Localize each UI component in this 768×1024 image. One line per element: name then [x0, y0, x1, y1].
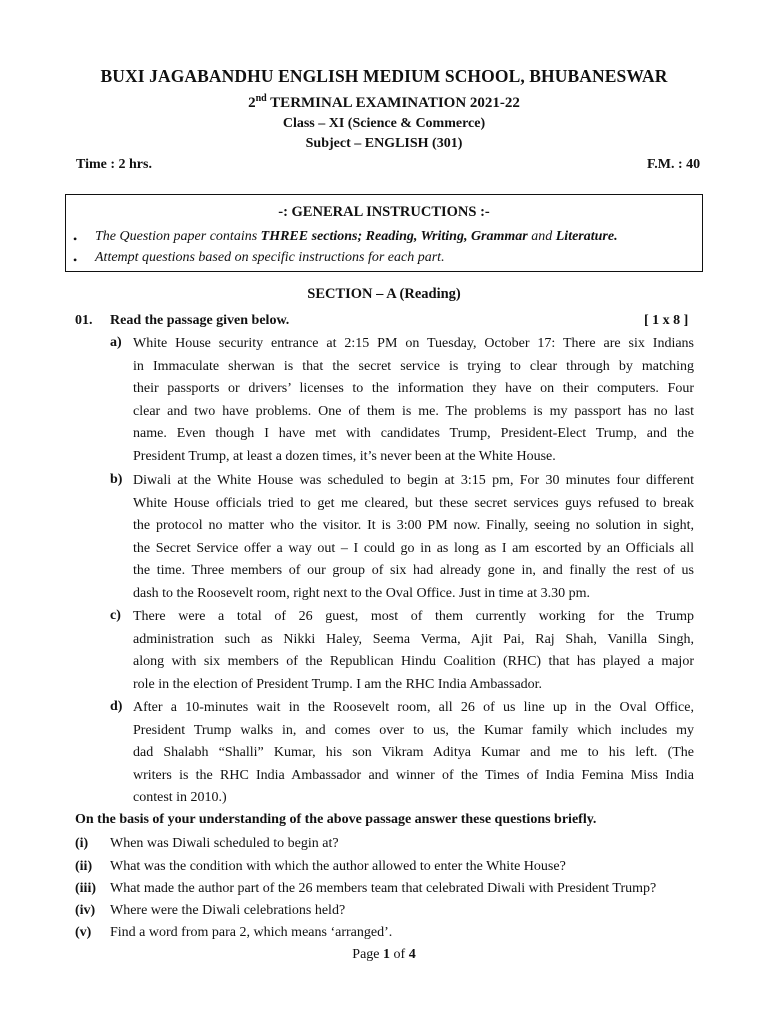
paragraph-a — [133, 333, 694, 469]
question-label: (ii) — [75, 859, 93, 874]
passage-line: President Trump walks in, and comes over to us, the Kumar family which includes my — [133, 722, 694, 738]
full-marks: F.M. : 40 — [647, 157, 701, 172]
paragraph-label-d: d) — [110, 699, 123, 714]
paragraph-c — [133, 606, 694, 696]
instructions-title: -: GENERAL INSTRUCTIONS :- — [278, 204, 490, 220]
question-label: (iv) — [75, 903, 96, 918]
exam-ordinal-suffix: nd — [255, 93, 267, 104]
passage-line: White House security entrance at 2:15 PM on Tuesday, October 17: There are six Indians — [133, 336, 694, 351]
passage-line: There were a total of 26 guest, most of them currently working for the Trump — [133, 609, 694, 624]
paragraph-d — [133, 697, 694, 810]
instruction-1-part-c: and — [527, 229, 556, 244]
passage-line: clear and two have problems. One of them is me. The problems is my passport has no last — [133, 403, 694, 419]
passage-line: the protocol no matter who the visitor. It is 3:00 PM now. Finally, seeing no solution in sight, — [133, 518, 694, 534]
passage-line: contest in 2010.) — [133, 790, 227, 806]
passage-line: administration such as Nikki Haley, Seema Verma, Ajit Pai, Raj Shah, Vanilla Singh, — [133, 631, 694, 647]
instruction-1-part-a: The Question paper contains — [95, 229, 261, 244]
instruction-1-part-d: Literature. — [555, 229, 618, 244]
passage-line: President Trump, at least a dozen times, it’s never been at the White House. — [133, 448, 556, 464]
page-number — [0, 947, 768, 963]
questions-instruction: On the basis of your understanding of the above passage answer these questions briefly. — [75, 812, 597, 827]
question-label: (i) — [75, 836, 89, 851]
page-prefix: Page — [352, 947, 384, 962]
school-name: BUXI JAGABANDHU ENGLISH MEDIUM SCHOOL, BHUBANESWAR — [100, 66, 668, 86]
paragraph-label-a: a) — [110, 335, 122, 350]
instruction-line-1 — [95, 229, 618, 245]
instruction-line-2: Attempt questions based on specific instructions for each part. — [95, 250, 445, 265]
page-of: of — [390, 947, 409, 962]
passage-line: role in the election of President Trump. I am the RHC India Ambassador. — [133, 676, 543, 692]
passage-line: in Immaculate sherwan is that the secret service is trying to clear through by matching — [133, 358, 694, 374]
question-label: (v) — [75, 925, 92, 940]
question-item: When was Diwali scheduled to begin at? — [110, 836, 339, 851]
question-label: (iii) — [75, 881, 96, 896]
paragraph-b — [133, 470, 694, 606]
exam-ordinal: 2 — [248, 95, 256, 111]
passage-line: writers is the RHC India Ambassador and winner of the Times of India Femina Miss India — [133, 767, 694, 783]
passage-line: the time. Three members of our group of six had already gone in, and finally the rest of us — [133, 563, 694, 579]
passage-line: After a 10-minutes wait in the Roosevelt room, all 26 of us line up in the Oval Office, — [133, 700, 694, 715]
section-a-title: SECTION – A (Reading) — [307, 286, 461, 302]
class-line: Class – XI (Science & Commerce) — [282, 116, 486, 131]
passage-line: name. Even though I have met with candidates Trump, President-Elect Trump, and the — [133, 426, 694, 442]
instruction-1-part-b: THREE sections; Reading, Writing, Grammar — [260, 229, 528, 244]
question-item: Where were the Diwali celebrations held? — [110, 903, 346, 918]
question-number: 01. — [75, 313, 93, 328]
time-allowed: Time : 2 hrs. — [76, 157, 152, 172]
bullet-icon: • — [73, 232, 78, 246]
page-total: 4 — [408, 947, 416, 962]
bullet-icon: • — [73, 253, 78, 267]
paragraph-label-c: c) — [110, 608, 121, 623]
passage-line: the Secret Service offer a way out – I could go in as long as I am escorted by an Officials all — [133, 540, 694, 556]
question-item: What was the condition with which the author allowed to enter the White House? — [110, 859, 566, 874]
exam-title-text: TERMINAL EXAMINATION 2021-22 — [266, 95, 520, 111]
exam-title — [0, 93, 768, 112]
page-current: 1 — [383, 947, 391, 962]
question-item: What made the author part of the 26 members team that celebrated Diwali with President Trump? — [110, 881, 657, 896]
question-text: Read the passage given below. — [110, 313, 290, 328]
subject-line: Subject – ENGLISH (301) — [305, 136, 463, 151]
passage-line: dash to the Roosevelt room, right next to the Oval Office. Just in time at 3.30 pm. — [133, 585, 591, 601]
passage-line: dad Shalabh “Shalli” Kumar, his son Vikram Aditya Kumar and me to his left. (The — [133, 745, 694, 761]
passage-line: their passports or drivers’ licenses to the information they have on their computers. Four — [133, 381, 694, 397]
passage-line: Diwali at the White House was scheduled to begin at 3:15 pm, For 30 minutes four different — [133, 473, 694, 488]
paragraph-label-b: b) — [110, 472, 123, 487]
passage-line: White House officials tried to get me cleared, but these secret services guys refused to break — [133, 495, 694, 511]
question-item: Find a word from para 2, which means ‘arranged’. — [110, 925, 393, 940]
passage-line: along with six members of the Republican Hindu Coalition (RHC) that has played a major — [133, 654, 694, 670]
question-marks: [ 1 x 8 ] — [644, 313, 689, 328]
